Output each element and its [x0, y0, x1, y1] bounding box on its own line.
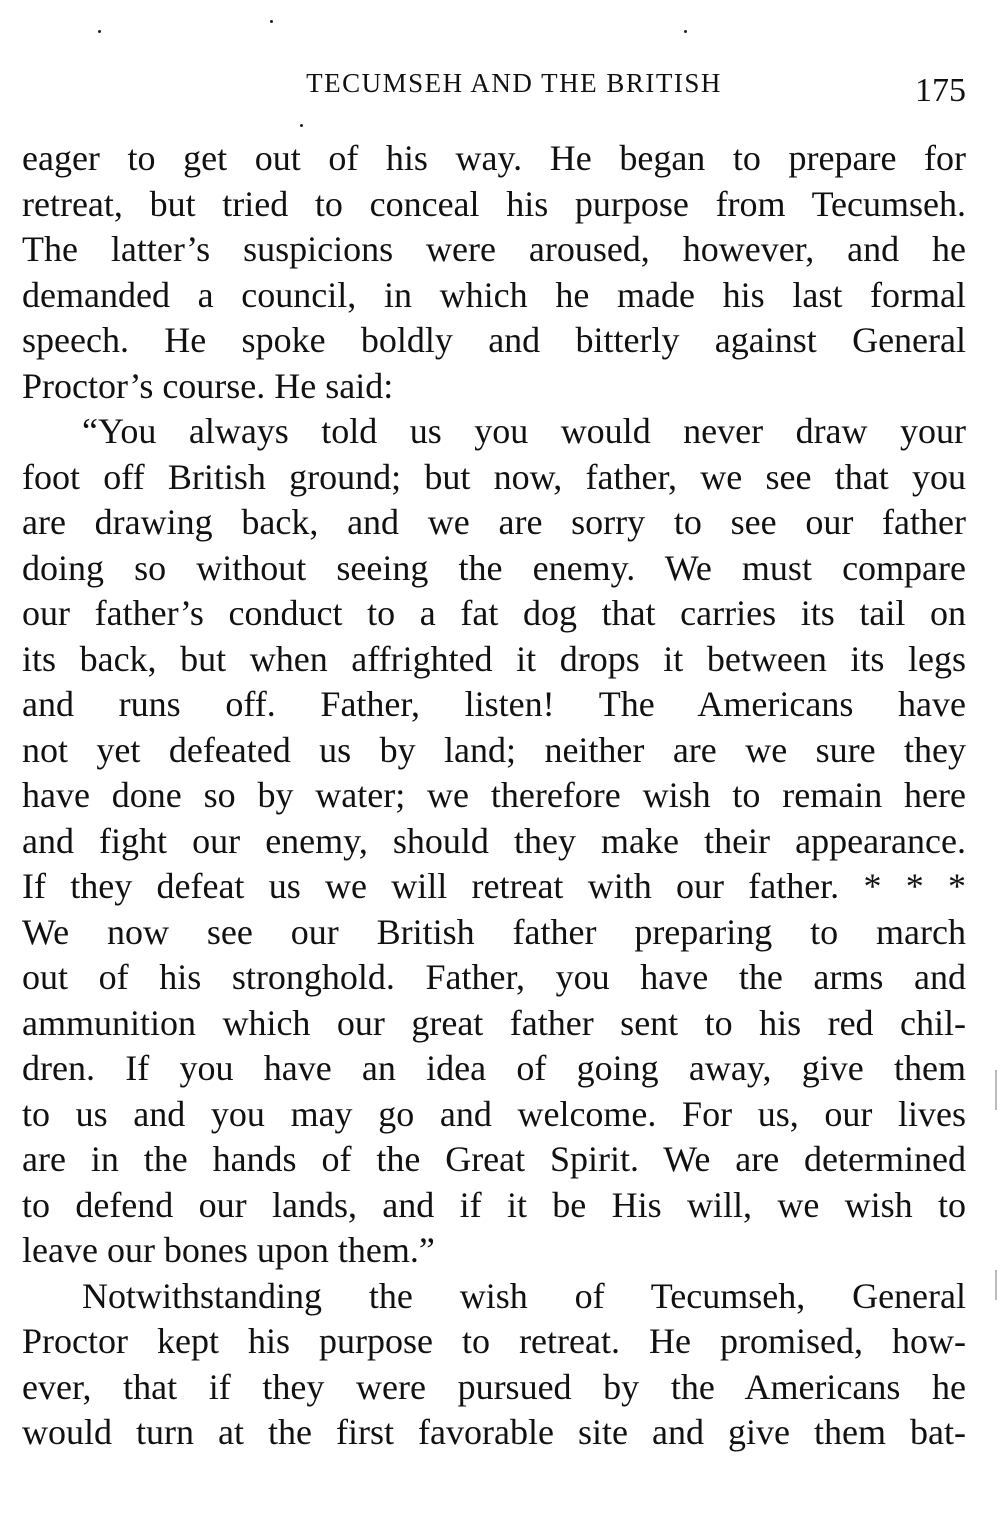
text-line: Notwithstanding the wish of Tecumseh, General [82, 1275, 966, 1316]
text-line: not yet defeated us by land; neither are we sure they [22, 729, 966, 770]
body-text [22, 136, 966, 1456]
text-line: We now see our British father preparing to march [22, 911, 966, 952]
text-line: Proctor’s course. He said: [22, 365, 394, 406]
scan-speck [684, 30, 687, 33]
text-line: its back, but when affrighted it drops it between its legs [22, 638, 966, 679]
text-line: Proctor kept his purpose to retreat. He promised, how- [22, 1321, 966, 1361]
text-line: our father’s conduct to a fat dog that carries its tail on [22, 593, 966, 633]
text-line: are drawing back, and we are sorry to see our father [22, 502, 966, 542]
scan-edge-mark [995, 1270, 997, 1300]
text-line: dren. If you have an idea of going away, give them [22, 1048, 966, 1088]
running-title: TECUMSEH AND THE BRITISH [306, 68, 722, 98]
text-line: foot off British ground; but now, father, we see that you [22, 456, 966, 497]
running-head [22, 62, 966, 109]
text-line: eager to get out of his way. He began to prepare for [22, 138, 966, 178]
scan-edge-mark [995, 1070, 997, 1110]
text-line: leave our bones upon them.” [22, 1230, 435, 1270]
text-line: retreat, but tried to conceal his purpose from Tecumseh. [22, 183, 966, 224]
text-line: speech. He spoke boldly and bitterly against General [22, 320, 966, 360]
text-line: If they defeat us we will retreat with our father. * * * [22, 866, 966, 906]
scan-speck [98, 30, 101, 33]
text-line: and runs off. Father, listen! The Americans have [22, 684, 966, 724]
text-line: have done so by water; we therefore wish to remain here [22, 775, 966, 815]
scan-speck [270, 20, 273, 23]
text-line: ever, that if they were pursued by the Americans he [22, 1366, 966, 1407]
page-number: 175 [915, 72, 966, 109]
text-line: The latter’s suspicions were aroused, however, and he [22, 229, 966, 269]
text-line: ammunition which our great father sent to his red chil- [22, 1002, 966, 1043]
text-line: doing so without seeing the enemy. We must compare [22, 547, 966, 588]
text-line: demanded a council, in which he made his last formal [22, 274, 966, 315]
text-line: and fight our enemy, should they make their appearance. [22, 820, 966, 861]
text-line: “You always told us you would never draw your [82, 411, 966, 451]
scan-speck [300, 124, 303, 127]
text-line: out of his stronghold. Father, you have the arms and [22, 957, 966, 997]
text-line: are in the hands of the Great Spirit. We are determined [22, 1139, 966, 1179]
text-line: would turn at the first favorable site and give them bat- [22, 1412, 966, 1452]
text-line: to us and you may go and welcome. For us, our lives [22, 1093, 966, 1134]
text-line: to defend our lands, and if it be His will, we wish to [22, 1184, 966, 1225]
